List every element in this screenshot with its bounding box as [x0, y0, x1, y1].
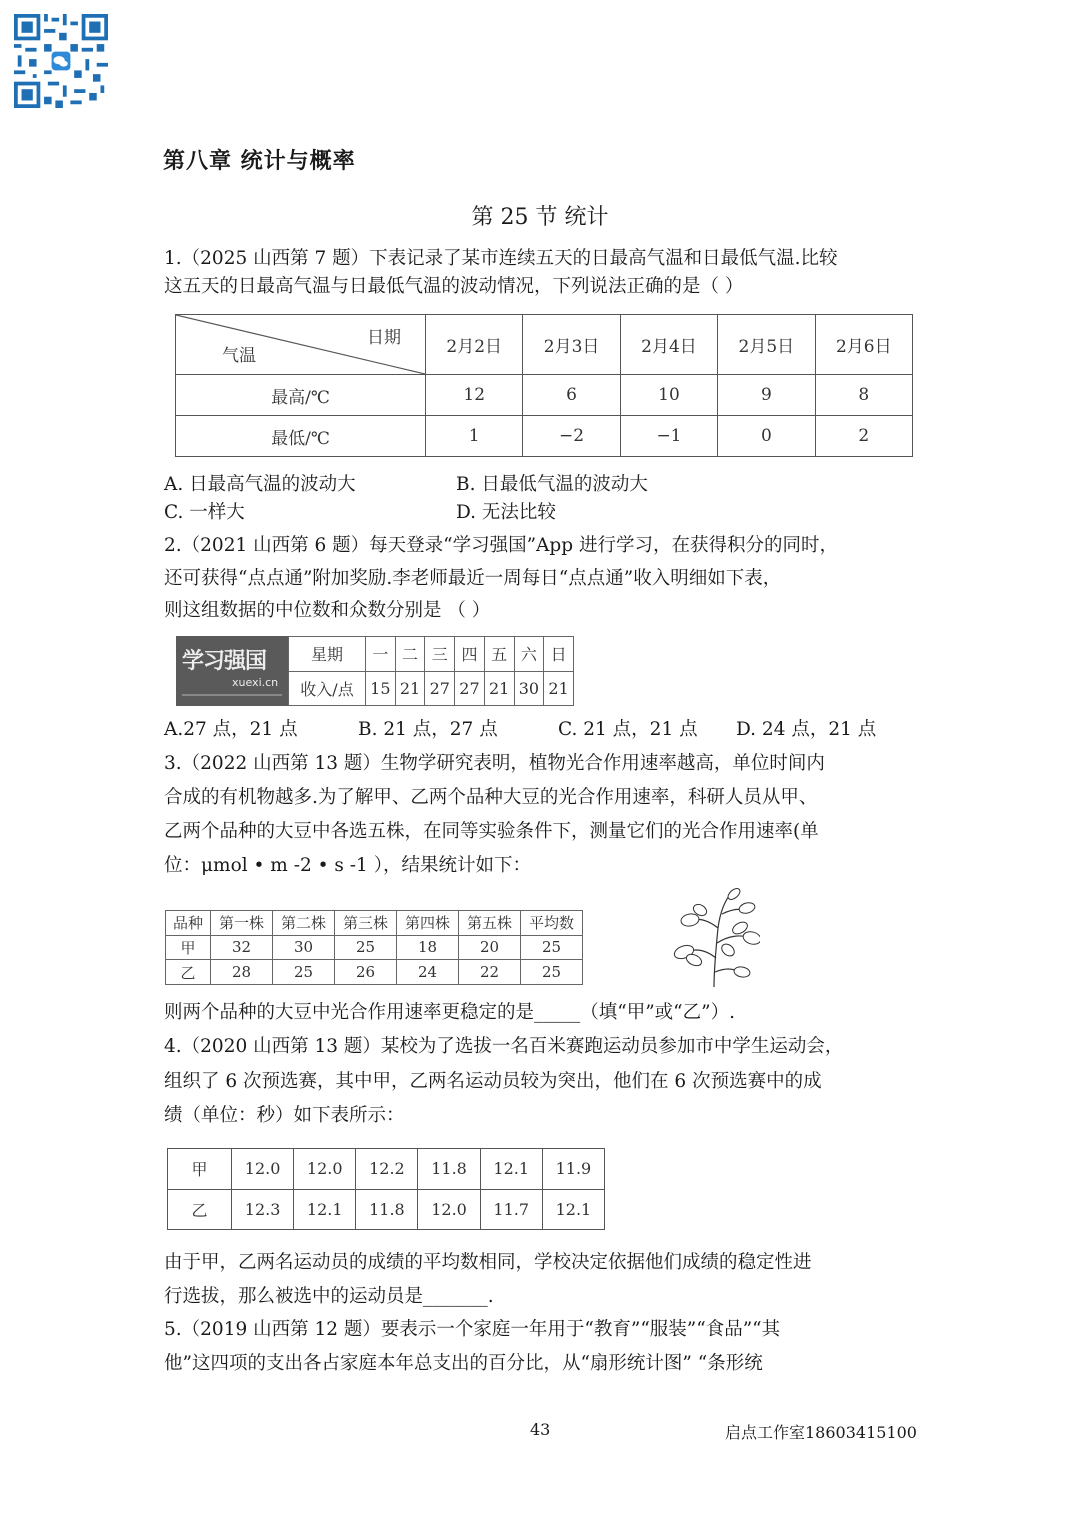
logo-underline [182, 694, 282, 696]
q3-text-line1: 3.（2022 山西第 13 题）生物学研究表明，植物光合作用速率越高，单位时间内 [164, 753, 825, 774]
q5-text-line2: 他”这四项的支出各占家庭本年总支出的百分比，从“扇形统计图” “条形统 [164, 1353, 763, 1374]
page-number: 43 [530, 1420, 551, 1439]
xuexi-logo [176, 636, 288, 706]
q1-option-c: C. 一样大 [164, 502, 245, 523]
q4-cell: 11.7 [480, 1189, 542, 1230]
q2-option-d: D. 24 点，21 点 [736, 719, 877, 740]
footer-studio-text: 启点工作室18603415100 [725, 1423, 917, 1442]
q1-option-b: B. 日最低气温的波动大 [456, 474, 648, 495]
q2-value-cell: 15 [366, 671, 396, 706]
q2-row-label: 星期 [289, 637, 366, 672]
q2-day-cell: 四 [455, 637, 485, 672]
q2-option-a: A.27 点，21 点 [164, 719, 298, 740]
q1-cell: 6 [523, 375, 620, 416]
q3-cell: 乙 [166, 960, 211, 985]
q4-cell: 11.8 [418, 1149, 480, 1190]
q3-text-line2: 合成的有机物越多.为了解甲、乙两个品种大豆的光合作用速率，科研人员从甲、 [164, 787, 818, 808]
q1-cell: 1 [426, 416, 523, 457]
q4-text-line1: 4.（2020 山西第 13 题）某校为了选拔一名百米赛跑运动员参加市中学生运动会， [164, 1036, 844, 1057]
q1-header-temp: 气温 [222, 346, 256, 366]
q4-cell: 12.3 [232, 1189, 294, 1230]
q2-value-cell: 27 [455, 671, 485, 706]
q3-cell: 24 [397, 960, 459, 985]
chapter-title: 第八章 统计与概率 [163, 149, 356, 174]
q3-cell: 25 [521, 960, 583, 985]
q3-header-cell: 第四株 [397, 911, 459, 936]
q2-value-cell: 30 [514, 671, 544, 706]
q1-date-cell: 2月6日 [815, 315, 912, 375]
qr-code-icon [14, 14, 108, 108]
q1-temperature-table [175, 314, 913, 457]
q4-after-line2: 行选拔，那么被选中的运动员是_______. [164, 1286, 494, 1307]
q3-header-cell: 第二株 [273, 911, 335, 936]
q1-date-cell: 2月3日 [523, 315, 620, 375]
q2-value-cell: 21 [484, 671, 514, 706]
q1-corner-header-cell [176, 315, 426, 375]
q2-day-cell: 五 [484, 637, 514, 672]
q4-cell: 12.0 [418, 1189, 480, 1230]
q1-cell: 8 [815, 375, 912, 416]
q1-cell: 0 [718, 416, 815, 457]
q5-text-line1: 5.（2019 山西第 12 题）要表示一个家庭一年用于“教育”“服装”“食品”“其 [164, 1319, 781, 1340]
q3-soybean-table [165, 910, 583, 985]
q2-day-cell: 六 [514, 637, 544, 672]
q4-cell: 12.1 [294, 1189, 356, 1230]
q3-header-cell: 品种 [166, 911, 211, 936]
q2-value-cell: 21 [544, 671, 574, 706]
q2-value-cell: 27 [425, 671, 455, 706]
q1-cell: 9 [718, 375, 815, 416]
q1-cell: 12 [426, 375, 523, 416]
section-title: 第 25 节 统计 [471, 205, 609, 230]
q3-text-line3: 乙两个品种的大豆中各选五株，在同等实验条件下，测量它们的光合作用速率(单 [164, 821, 819, 842]
q2-table-block [176, 636, 574, 706]
q1-text-line2: 这五天的日最高气温与日最低气温的波动情况，下列说法正确的是（ ） [164, 276, 744, 297]
q3-cell: 18 [397, 935, 459, 960]
q3-question-blank: 则两个品种的大豆中光合作用速率更稳定的是_____（填“甲”或“乙”）. [164, 1002, 735, 1023]
q1-row-label: 最低/℃ [176, 416, 426, 457]
q1-row-label: 最高/℃ [176, 375, 426, 416]
logo-main-text: 学习强国 [182, 649, 267, 674]
q4-cell: 12.2 [356, 1149, 418, 1190]
q2-income-table [288, 636, 574, 706]
q1-date-cell: 2月4日 [620, 315, 717, 375]
q4-cell: 11.9 [542, 1149, 604, 1190]
q4-text-line3: 绩（单位：秒）如下表所示： [164, 1105, 405, 1126]
q1-date-cell: 2月5日 [718, 315, 815, 375]
q2-day-cell: 三 [425, 637, 455, 672]
q4-cell: 12.0 [232, 1149, 294, 1190]
q1-date-cell: 2月2日 [426, 315, 523, 375]
q3-cell: 26 [335, 960, 397, 985]
q4-row-label: 甲 [168, 1149, 232, 1190]
q3-cell: 22 [459, 960, 521, 985]
q4-cell: 12.0 [294, 1149, 356, 1190]
q1-cell: −2 [523, 416, 620, 457]
q1-cell: −1 [620, 416, 717, 457]
q3-cell: 25 [521, 935, 583, 960]
q2-text-line3: 则这组数据的中位数和众数分别是 （ ） [164, 600, 491, 621]
q1-option-a: A. 日最高气温的波动大 [164, 474, 356, 495]
q3-cell: 25 [335, 935, 397, 960]
q4-cell: 12.1 [480, 1149, 542, 1190]
logo-sub-text: xuexi.cn [232, 676, 279, 689]
q2-option-c: C. 21 点，21 点 [558, 719, 698, 740]
q2-day-cell: 日 [544, 637, 574, 672]
q3-header-cell: 平均数 [521, 911, 583, 936]
q4-cell: 11.8 [356, 1189, 418, 1230]
soybean-plant-icon [670, 888, 760, 988]
q2-row-label: 收入/点 [289, 671, 366, 706]
q2-value-cell: 21 [395, 671, 425, 706]
q1-text-line1: 1.（2025 山西第 7 题）下表记录了某市连续五天的日最高气温和日最低气温.比较 [164, 248, 838, 269]
q2-option-b: B. 21 点，27 点 [358, 719, 498, 740]
q3-cell: 28 [211, 960, 273, 985]
q1-cell: 10 [620, 375, 717, 416]
q3-header-cell: 第一株 [211, 911, 273, 936]
q1-header-date: 日期 [367, 328, 401, 348]
q4-after-line1: 由于甲，乙两名运动员的成绩的平均数相同，学校决定依据他们成绩的稳定性进 [164, 1252, 812, 1273]
q1-option-d: D. 无法比较 [456, 502, 556, 523]
q4-race-time-table [167, 1148, 605, 1230]
q3-cell: 25 [273, 960, 335, 985]
q3-header-cell: 第三株 [335, 911, 397, 936]
q3-text-line4: 位：μmol • m -2 • s -1 ），结果统计如下： [164, 855, 531, 876]
q4-row-label: 乙 [168, 1189, 232, 1230]
q4-cell: 12.1 [542, 1189, 604, 1230]
q2-text-line1: 2.（2021 山西第 6 题）每天登录“学习强国”App 进行学习，在获得积分的同时， [164, 535, 838, 556]
q3-cell: 32 [211, 935, 273, 960]
q4-text-line2: 组织了 6 次预选赛，其中甲，乙两名运动员较为突出，他们在 6 次预选赛中的成 [164, 1071, 822, 1092]
q3-cell: 20 [459, 935, 521, 960]
q3-cell: 甲 [166, 935, 211, 960]
q3-header-cell: 第五株 [459, 911, 521, 936]
q3-cell: 30 [273, 935, 335, 960]
q1-cell: 2 [815, 416, 912, 457]
q2-day-cell: 一 [366, 637, 396, 672]
q2-day-cell: 二 [395, 637, 425, 672]
q2-text-line2: 还可获得“点点通”附加奖励.李老师最近一周每日“点点通”收入明细如下表， [164, 568, 782, 589]
